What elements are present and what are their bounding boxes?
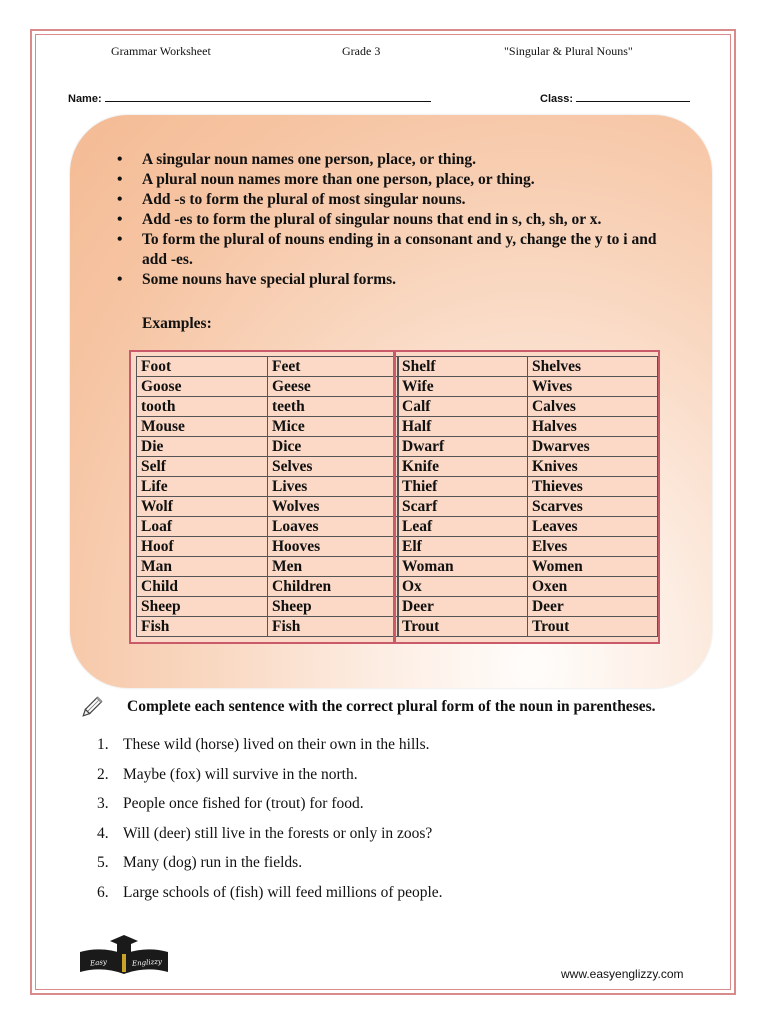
noun-pair-row (137, 397, 399, 417)
singular-noun: Wolf (137, 497, 268, 517)
exercise-item: 2. Maybe (fox) will survive in the north. (97, 765, 358, 783)
plural-noun: Shelves (527, 357, 657, 377)
bullet-icon: • (117, 231, 123, 248)
bullet-icon: • (117, 211, 123, 228)
name-blank[interactable] (105, 91, 431, 102)
noun-pair-row (398, 497, 658, 517)
noun-pair-row (137, 497, 399, 517)
noun-pair-row (398, 597, 658, 617)
svg-text:Easy: Easy (89, 957, 108, 968)
singular-noun: Calf (398, 397, 528, 417)
noun-table (129, 350, 660, 644)
plural-noun: Leaves (527, 517, 657, 537)
noun-pair-row (137, 577, 399, 597)
bullet-icon: • (117, 191, 123, 208)
singular-noun: Elf (398, 537, 528, 557)
plural-noun: Geese (268, 377, 399, 397)
singular-noun: Thief (398, 477, 528, 497)
plural-noun: teeth (268, 397, 399, 417)
website-link[interactable]: www.easyenglizzy.com (561, 967, 684, 981)
name-field[interactable] (68, 91, 431, 105)
exercise-item: 4. Will (deer) still live in the forests or only in zoos? (97, 824, 433, 842)
instruction-text: Complete each sentence with the correct plural form of the noun in parentheses. (127, 698, 656, 715)
noun-pair-row (398, 357, 658, 377)
plural-noun: Loaves (268, 517, 399, 537)
noun-pair-row (398, 517, 658, 537)
rule-item: • A plural noun names more than one person, place, or thing. (117, 171, 535, 188)
class-blank[interactable] (576, 91, 690, 102)
bullet-icon: • (117, 151, 123, 168)
exercise-item: 3. People once fished for (trout) for food. (97, 795, 364, 812)
singular-noun: Shelf (398, 357, 528, 377)
plural-noun: Dwarves (527, 437, 657, 457)
singular-noun: Foot (137, 357, 268, 377)
noun-pair-row (137, 437, 399, 457)
name-label: Name: (68, 93, 102, 105)
noun-pair-row (398, 577, 658, 597)
pencil-icon (78, 695, 104, 721)
noun-pair-row (398, 617, 658, 637)
plural-noun: Halves (527, 417, 657, 437)
plural-noun: Deer (527, 597, 657, 617)
noun-pair-row (137, 357, 399, 377)
rule-item: • A singular noun names one person, place, or thing. (117, 151, 477, 168)
singular-noun: Self (137, 457, 268, 477)
svg-text:Englizzy: Englizzy (131, 957, 163, 968)
singular-noun: Fish (137, 617, 268, 637)
plural-noun: Hooves (268, 537, 399, 557)
table-divider (393, 352, 396, 642)
rule-item: • Some nouns have special plural forms. (117, 271, 397, 288)
plural-noun: Knives (527, 457, 657, 477)
singular-noun: Loaf (137, 517, 268, 537)
noun-pair-row (137, 417, 399, 437)
exercise-list (97, 735, 443, 912)
exercise-item: 6. Large schools of (fish) will feed millions of people. (97, 883, 443, 901)
plural-noun: Selves (268, 457, 399, 477)
plural-noun: Sheep (268, 597, 399, 617)
plural-noun: Elves (527, 537, 657, 557)
class-label: Class: (540, 93, 574, 105)
noun-pair-row (137, 537, 399, 557)
exercise-item: 5. Many (dog) run in the fields. (97, 854, 303, 871)
singular-noun: Goose (137, 377, 268, 397)
singular-noun: Woman (398, 557, 528, 577)
rules-list (117, 150, 677, 290)
plural-noun: Wives (527, 377, 657, 397)
noun-pair-row (137, 377, 399, 397)
plural-noun: Calves (527, 397, 657, 417)
examples-label: Examples: (142, 315, 212, 332)
plural-noun: Oxen (527, 577, 657, 597)
singular-noun: Dwarf (398, 437, 528, 457)
singular-noun: Half (398, 417, 528, 437)
bullet-icon: • (117, 271, 123, 288)
noun-pair-row (398, 377, 658, 397)
noun-pair-row (398, 537, 658, 557)
noun-pair-row (398, 437, 658, 457)
noun-pair-row (137, 617, 399, 637)
noun-pair-row (398, 417, 658, 437)
rule-item: • To form the plural of nouns ending in a consonant and y, change the y to i and add -es. (117, 231, 657, 268)
singular-noun: Trout (398, 617, 528, 637)
singular-noun: Knife (398, 457, 528, 477)
plural-noun: Lives (268, 477, 399, 497)
plural-noun: Dice (268, 437, 399, 457)
singular-noun: tooth (137, 397, 268, 417)
plural-noun: Fish (268, 617, 399, 637)
bullet-icon: • (117, 171, 123, 188)
noun-table-left (136, 356, 399, 637)
class-field[interactable] (540, 91, 690, 105)
singular-noun: Life (137, 477, 268, 497)
singular-noun: Leaf (398, 517, 528, 537)
plural-noun: Wolves (268, 497, 399, 517)
rule-item: • Add -s to form the plural of most singular nouns. (117, 191, 466, 208)
plural-noun: Scarves (527, 497, 657, 517)
noun-pair-row (137, 477, 399, 497)
singular-noun: Sheep (137, 597, 268, 617)
noun-pair-row (398, 557, 658, 577)
book-logo-icon (78, 930, 170, 974)
singular-noun: Child (137, 577, 268, 597)
plural-noun: Mice (268, 417, 399, 437)
singular-noun: Ox (398, 577, 528, 597)
noun-table-right (397, 356, 658, 637)
singular-noun: Hoof (137, 537, 268, 557)
noun-pair-row (137, 517, 399, 537)
singular-noun: Deer (398, 597, 528, 617)
plural-noun: Men (268, 557, 399, 577)
noun-pair-row (398, 457, 658, 477)
noun-pair-row (398, 397, 658, 417)
singular-noun: Scarf (398, 497, 528, 517)
noun-pair-row (137, 597, 399, 617)
noun-pair-row (398, 477, 658, 497)
worksheet-type: Grammar Worksheet (111, 44, 211, 58)
singular-noun: Man (137, 557, 268, 577)
plural-noun: Trout (527, 617, 657, 637)
singular-noun: Die (137, 437, 268, 457)
rule-item: • Add -es to form the plural of singular nouns that end in s, ch, sh, or x. (117, 211, 602, 228)
grade-label: Grade 3 (342, 44, 381, 58)
singular-noun: Wife (398, 377, 528, 397)
exercise-item: 1. These wild (horse) lived on their own in the hills. (97, 736, 430, 753)
plural-noun: Thieves (527, 477, 657, 497)
worksheet-topic: "Singular & Plural Nouns" (504, 44, 633, 58)
plural-noun: Women (527, 557, 657, 577)
plural-noun: Feet (268, 357, 399, 377)
noun-pair-row (137, 457, 399, 477)
singular-noun: Mouse (137, 417, 268, 437)
plural-noun: Children (268, 577, 399, 597)
noun-pair-row (137, 557, 399, 577)
